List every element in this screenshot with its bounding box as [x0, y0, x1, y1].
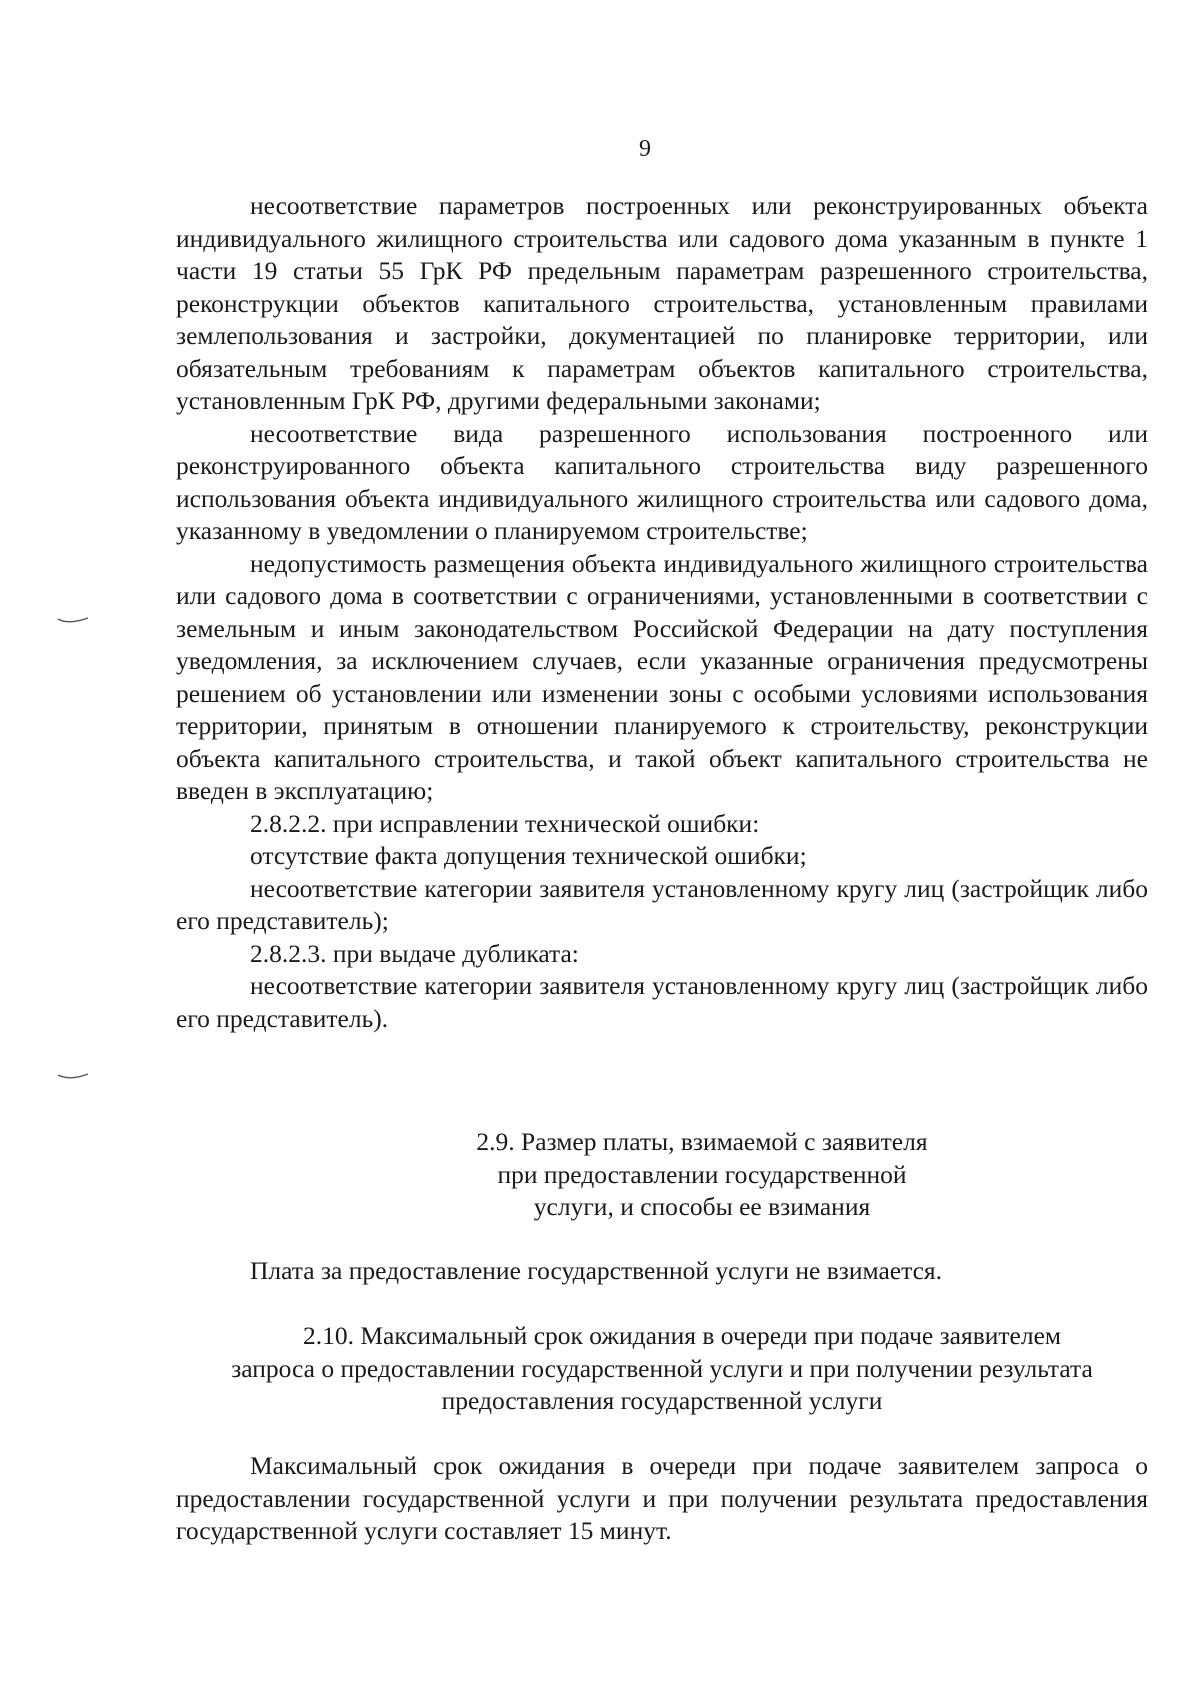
section-heading-2-10	[176, 1320, 1148, 1418]
scan-artifact-mark	[56, 616, 90, 626]
section-heading-2-9	[176, 1126, 1148, 1224]
paragraph: несоответствие вида разрешенного использования построенного или реконструированного объекта капитального строительства виду разрешенного использования объекта индивидуального жилищного строительства или садового дома, указанному в уведомлении о планируемом строительстве;	[176, 418, 1148, 545]
heading-line: при предоставлении государственной	[497, 1159, 907, 1189]
scan-artifact-mark	[56, 1072, 90, 1082]
heading-line: предоставления государственной услуги	[441, 1386, 883, 1415]
paragraph: 2.8.2.3. при выдаче дубликата:	[250, 938, 579, 968]
section-2-9-text	[176, 1255, 1148, 1288]
paragraph: недопустимость размещения объекта индивидуального жилищного строительства или садового дома в соответствии с ограничениями, установленными в соответствии с земельным и иным законодательством Российской Федерации на дату поступления уведомления, за исключением случаев, если указанные ограничения предусмотрены решением об установлении или изменении зоны с особыми условиями использования территории, принятым в отношении планируемого к строительству, реконструкции объекта капитального строительства, и такой объект капитального строительства не введен в эксплуатацию;	[176, 548, 1148, 805]
page-number: 9	[639, 136, 651, 162]
heading-line: запроса о предоставлении государственной услуги и при получении результата	[231, 1353, 1093, 1383]
paragraph: Максимальный срок ожидания в очереди при подаче заявителем запроса о предоставлении государственной услуги и при получении результата предоставления государственной услуги составляет 15 минут.	[176, 1451, 1148, 1545]
paragraph: 2.8.2.2. при исправлении технической ошибки:	[250, 808, 760, 838]
body-text	[176, 190, 1148, 1035]
section-2-10-text	[176, 1450, 1148, 1548]
paragraph: Плата за предоставление государственной услуги не взимается.	[250, 1256, 942, 1285]
heading-line: услуги, и способы ее взимания	[533, 1192, 871, 1221]
paragraph: несоответствие категории заявителя установленному кругу лиц (застройщик либо его представитель).	[176, 971, 1148, 1033]
paragraph: несоответствие категории заявителя установленному кругу лиц (застройщик либо его представитель);	[176, 873, 1148, 935]
paragraph: несоответствие параметров построенных или реконструированных объекта индивидуального жилищного строительства или садового дома указанным в пункте 1 части 19 статьи 55 ГрК РФ предельным параметрам разрешенного строительства, реконструкции объектов капитального строительства, установленным правилами землепользования и застройки, документацией по планировке территории, или обязательным требованиям к параметрам объектов капитального строительства, установленным ГрК РФ, другими федеральными законами;	[176, 191, 1148, 415]
paragraph: отсутствие факта допущения технической ошибки;	[250, 841, 807, 870]
heading-line: 2.10. Максимальный срок ожидания в очереди при подаче заявителем	[302, 1321, 1062, 1350]
heading-line: 2.9. Размер платы, взимаемой с заявителя	[476, 1127, 928, 1156]
